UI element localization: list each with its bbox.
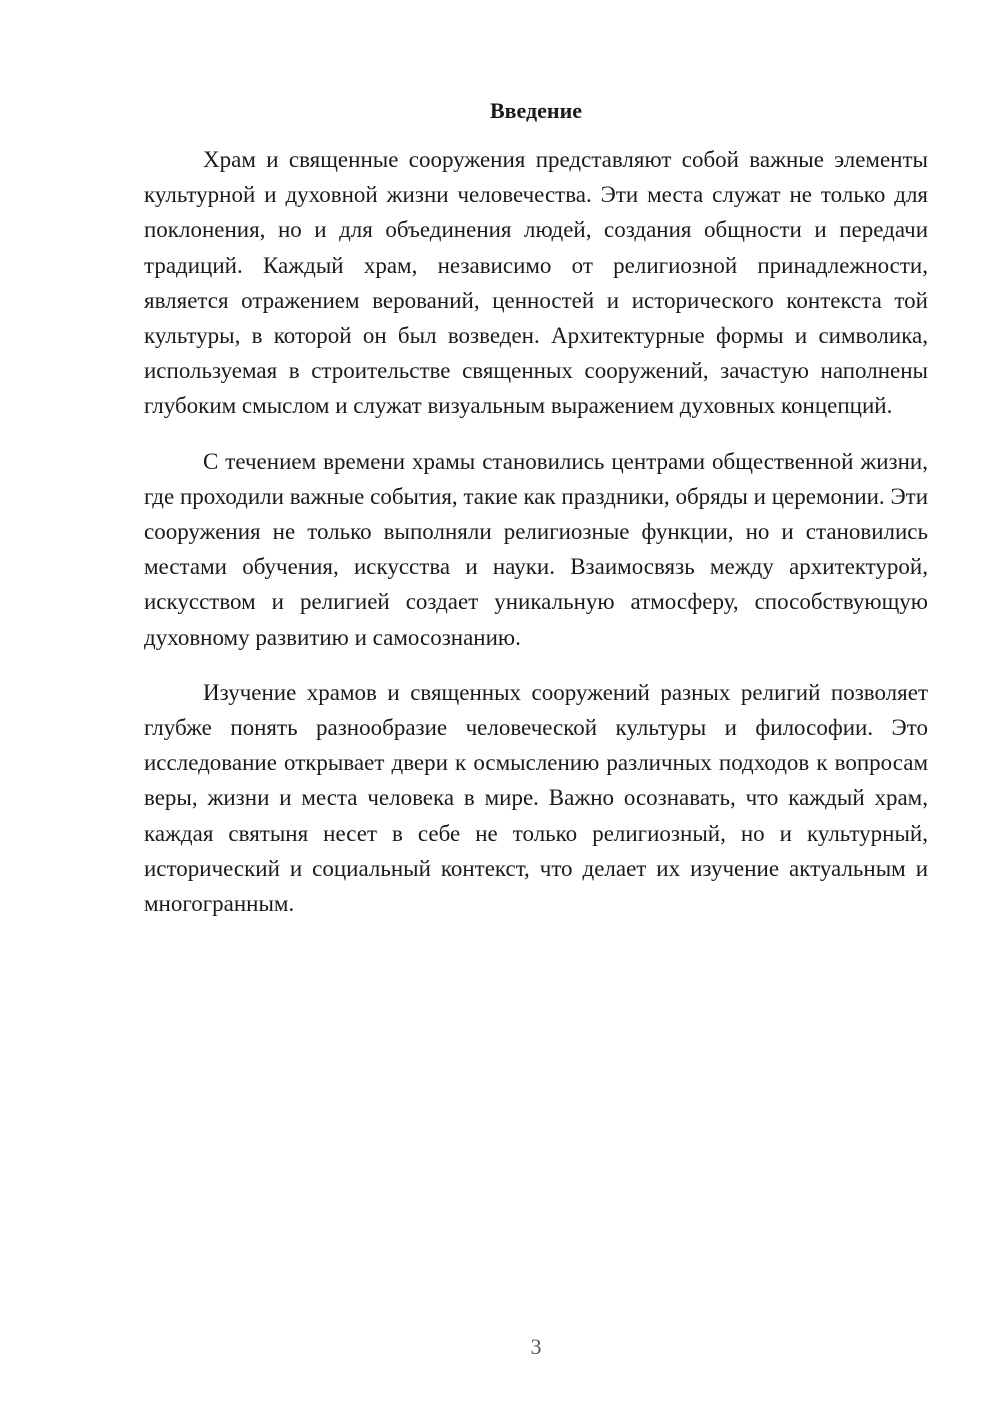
paragraph-2: С течением времени храмы становились центрами общественной жизни, где проходили важные события, такие как праздники, обряды и церемонии. Эти сооружения не только выполняли религиозные функции, но и становились местами обучения, искусства и науки. Взаимосвязь между архитектурой, искусством и религией создает уникальную атмосферу, способствующую духовному развитию и самосознанию. [144,448,928,650]
page-number: 3 [530,1334,542,1359]
paragraph-3: Изучение храмов и священных сооружений разных религий позволяет глубже понять разнообразие человеческой культуры и философии. Это исследование открывает двери к осмыслению различных подходов к вопросам веры, жизни и места человека в мире. Важно осознавать, что каждый храм, каждая святыня несет в себе не только религиозный, но и культурный, исторический и социальный контекст, что делает их изучение актуальным и многогранным. [144,679,928,917]
paragraph-1: Храм и священные сооружения представляют собой важные элементы культурной и духовной жизни человечества. Эти места служат не только для поклонения, но и для объединения людей, создания общности и передачи традиций. Каждый храм, независимо от религиозной принадлежности, является отражением верований, ценностей и исторического контекста той культуры, в которой он был возведен. Архитектурные формы и символика, используемая в строительстве священных сооружений, зачастую наполнены глубоким смыслом и служат визуальным выражением духовных концепций. [144,147,928,419]
body-text [144,142,928,941]
page-title: Введение [489,98,583,123]
